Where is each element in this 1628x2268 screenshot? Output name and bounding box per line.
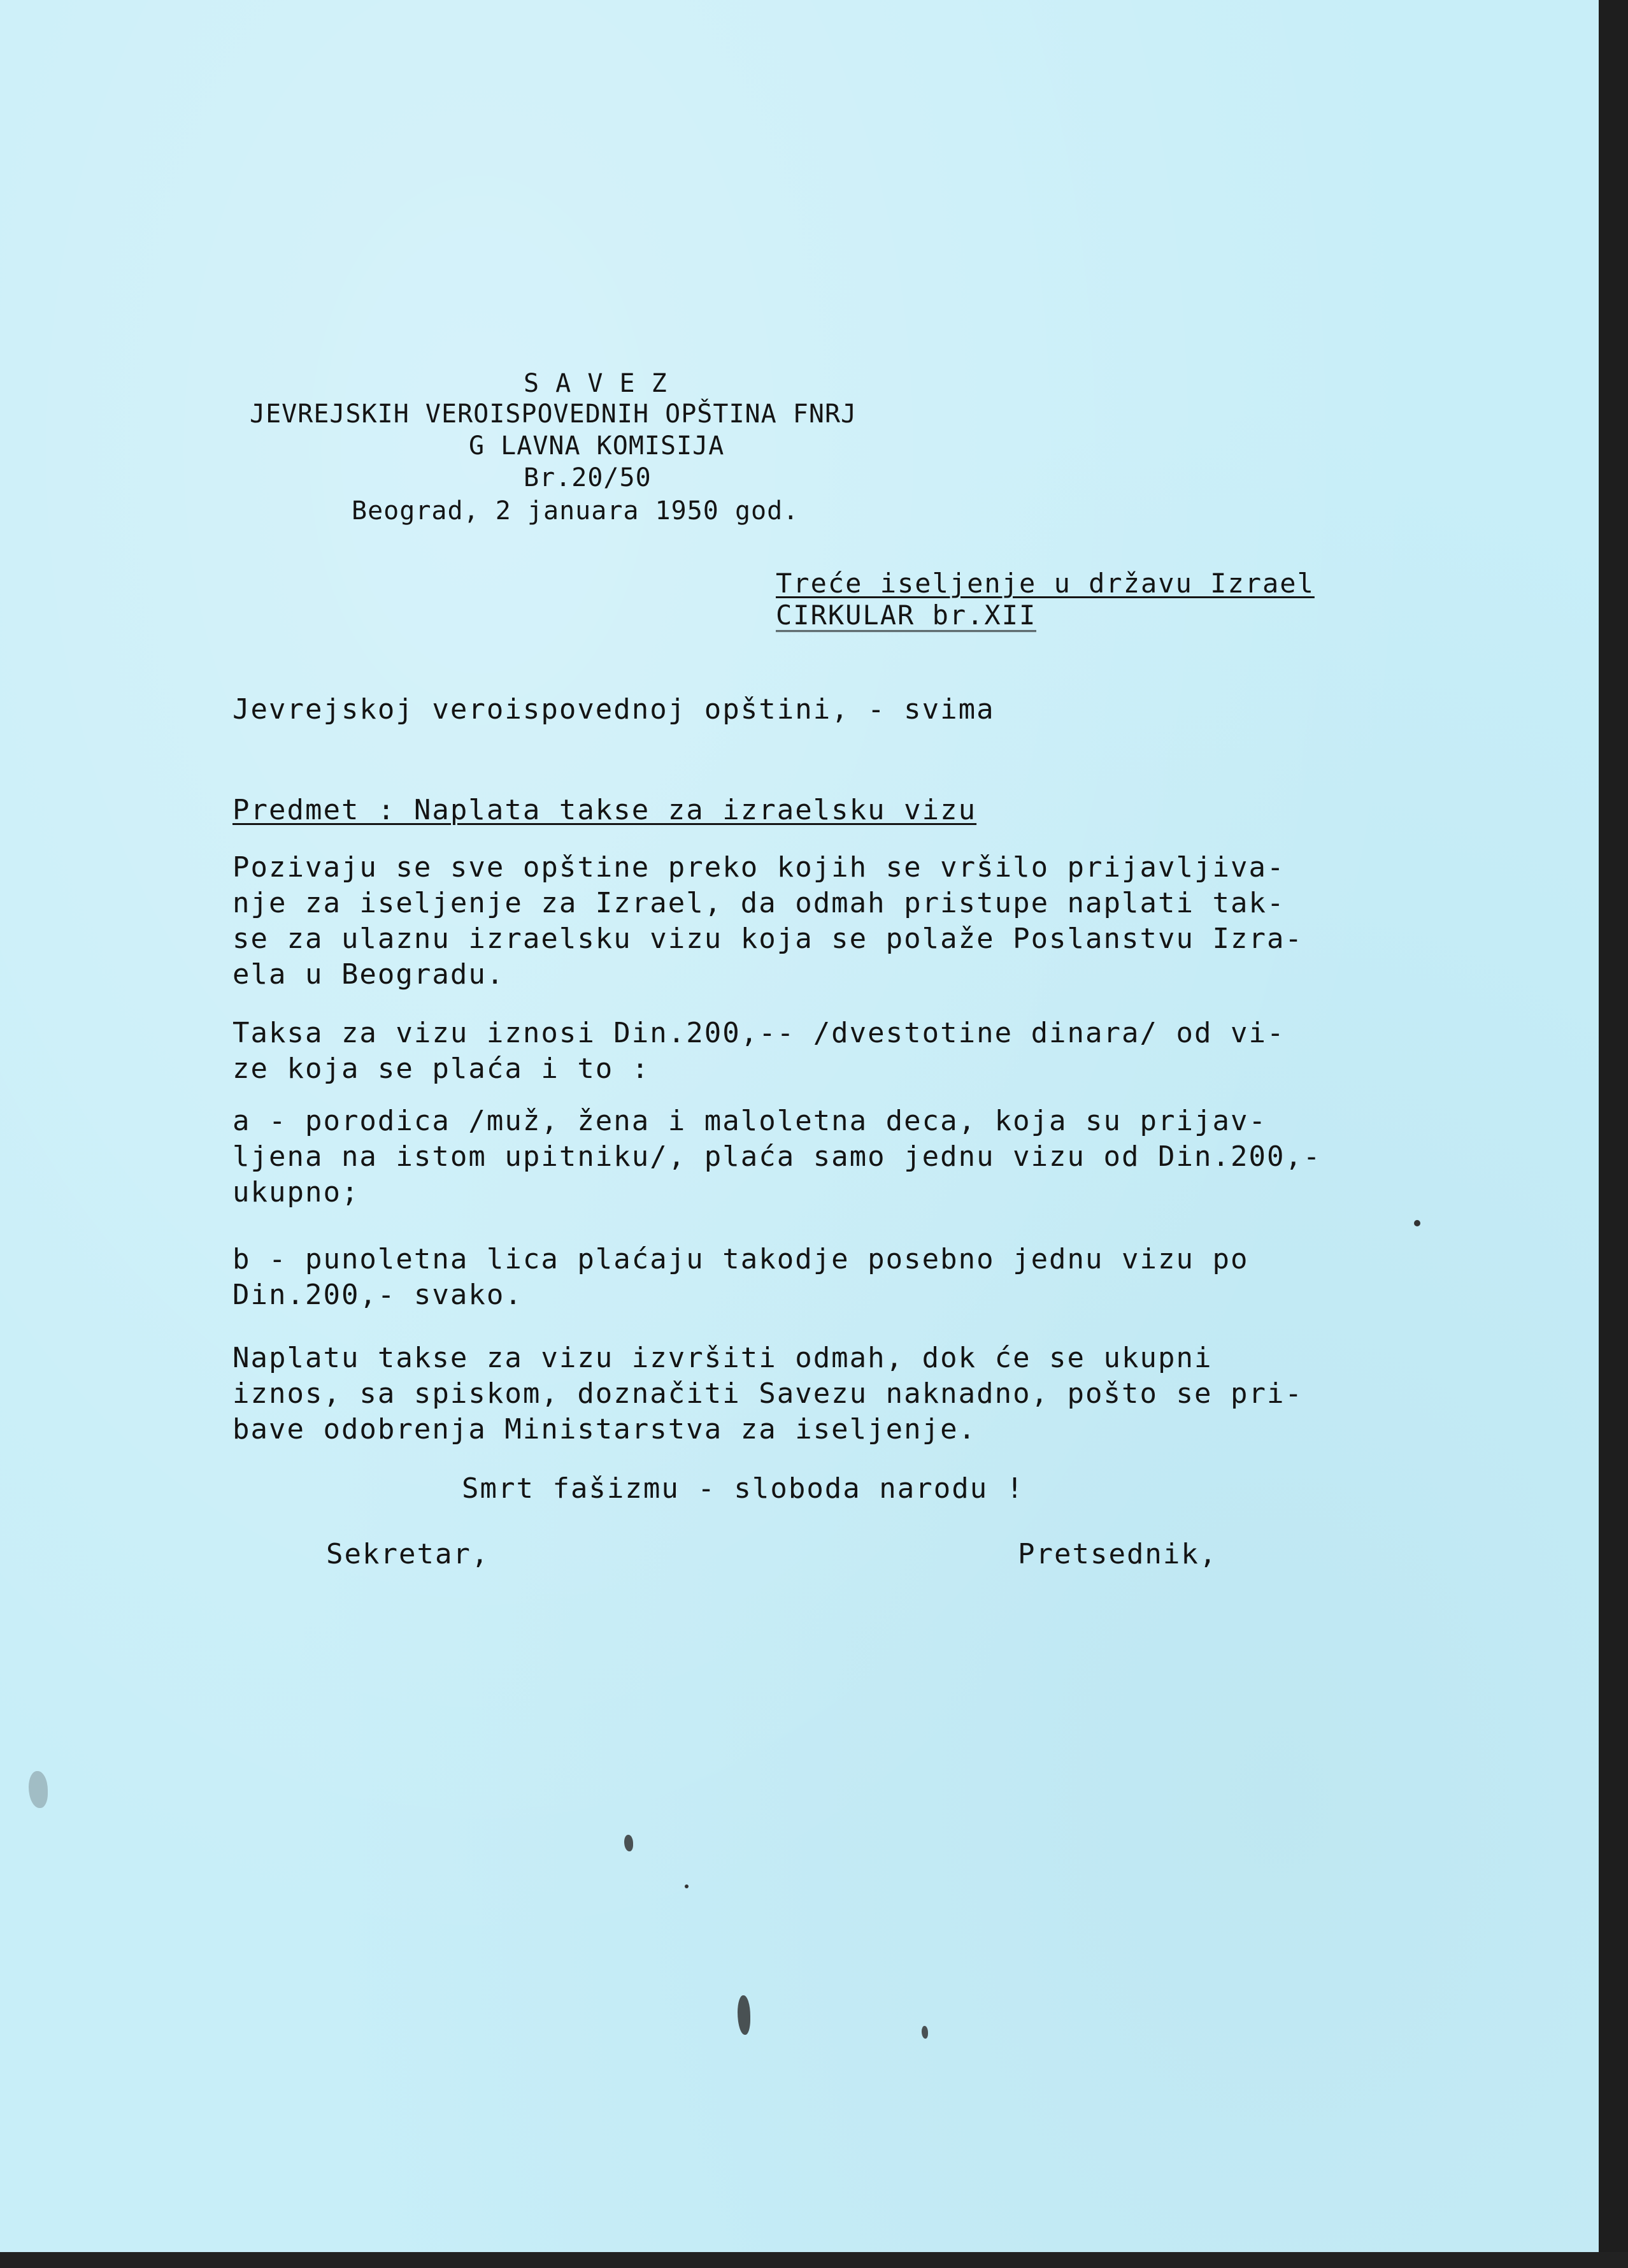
- signature-president: Pretsednik,: [1018, 1538, 1218, 1570]
- paragraph-5: [232, 1344, 1303, 1444]
- header-date: Beograd, 2 januara 1950 god.: [352, 496, 799, 526]
- header-number: Br.20/50: [524, 463, 652, 492]
- subject-line: Predmet : Naplata takse za izraelsku vizu: [232, 794, 977, 826]
- reference-title: Treće iseljenje u državu Izrael: [776, 568, 1315, 599]
- ink-speck: [624, 1835, 633, 1851]
- paper-speck: [1414, 1220, 1420, 1226]
- scan-border-right: [1599, 0, 1628, 2268]
- paragraph-line: b - punoletna lica plaćaju takodje posebno jednu vizu po: [232, 1243, 1249, 1275]
- paragraph-line: ela u Beogradu.: [232, 958, 505, 991]
- circular-number: CIRKULAR br.XII: [776, 599, 1037, 631]
- paragraph-4: [232, 1245, 1248, 1309]
- paragraph-line: nje za iseljenje za Izrael, da odmah pristupe naplati tak-: [232, 887, 1285, 919]
- paper-speck: [685, 1884, 689, 1888]
- scan-border-bottom: [0, 2252, 1628, 2268]
- closing-slogan: Smrt fašizmu - sloboda narodu !: [462, 1472, 1025, 1505]
- paragraph-line: bave odobrenja Ministarstva za iseljenje.: [232, 1413, 977, 1446]
- paragraph-line: ukupno;: [232, 1176, 360, 1209]
- paragraph-line: Taksa za vizu iznosi Din.200,-- /dvestotine dinara/ od vi-: [232, 1017, 1285, 1049]
- addressee: Jevrejskoj veroispovednoj opštini, - svima: [232, 693, 995, 726]
- paragraph-line: ze koja se plaća i to :: [232, 1052, 650, 1085]
- paragraph-line: se za ulaznu izraelsku vizu koja se polaže Poslanstvu Izra-: [232, 922, 1303, 955]
- header-commission: G LAVNA KOMISIJA: [469, 431, 725, 461]
- paragraph-3: [232, 1107, 1321, 1207]
- paragraph-2: [232, 1019, 1285, 1083]
- paragraph-line: Din.200,- svako.: [232, 1279, 523, 1311]
- paragraph-line: Pozivaju se sve opštine preko kojih se vršilo prijavljiva-: [232, 851, 1285, 884]
- paragraph-line: iznos, sa spiskom, doznačiti Savezu naknadno, pošto se pri-: [232, 1377, 1303, 1410]
- paragraph-1: [232, 851, 1303, 991]
- ink-blot: [738, 1995, 750, 2035]
- header-title: S A V E Z: [524, 369, 668, 398]
- paragraph-line: a - porodica /muž, žena i maloletna deca, koja su prijav-: [232, 1105, 1267, 1137]
- paragraph-line: Naplatu takse za vizu izvršiti odmah, dok će se ukupni: [232, 1342, 1213, 1374]
- header-organization: JEVREJSKIH VEROISPOVEDNIH OPŠTINA FNRJ: [250, 399, 857, 429]
- signature-secretary: Sekretar,: [326, 1538, 490, 1570]
- ink-speck: [922, 2026, 928, 2039]
- paragraph-line: ljena na istom upitniku/, plaća samo jednu vizu od Din.200,-: [232, 1140, 1322, 1173]
- paper-stain: [29, 1771, 48, 1808]
